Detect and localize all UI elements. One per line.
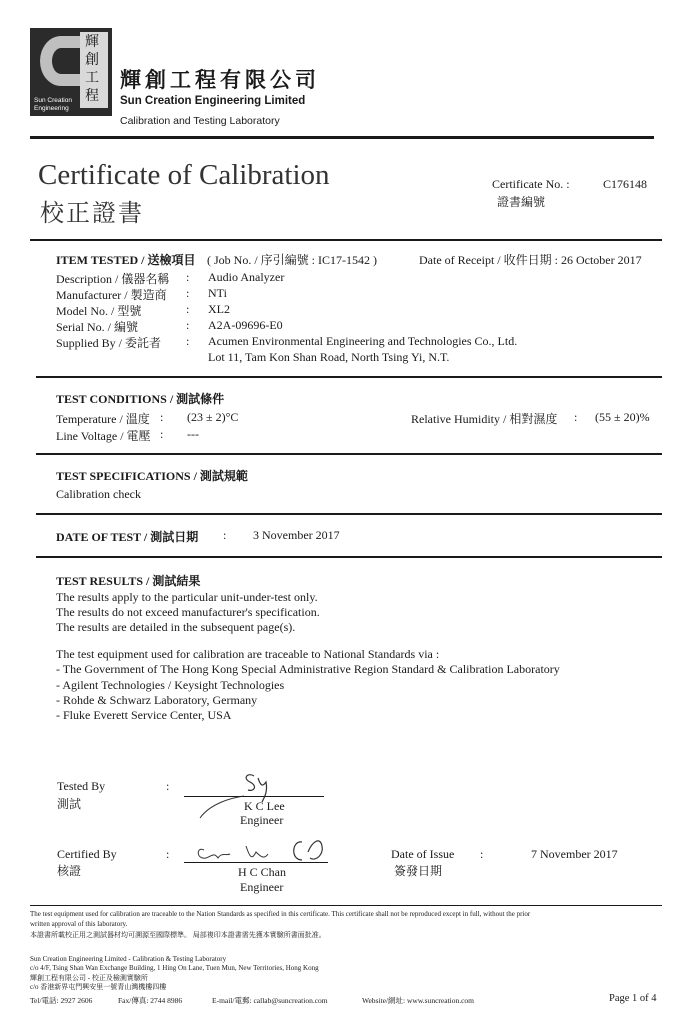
tested-by-signature-line [184,796,324,797]
company-logo [30,28,112,116]
footer-disclaimer-cjk: 本證書所載校正用之測試器材均可溯源至國際標準。 局部複印本證書需先獲本實驗所書面批准。 [30,931,326,939]
tested-by-colon: : [166,779,170,793]
traceable-item: - Fluke Everett Service Center, USA [56,708,232,722]
test-specifications-heading: TEST SPECIFICATIONS / 測試規範 [56,469,248,483]
test-conditions-heading: TEST CONDITIONS / 測試條件 [56,392,225,406]
temperature-label: Temperature / 溫度 [56,412,150,426]
date-of-issue-colon: : [480,847,484,861]
item-rule [36,376,662,378]
traceable-item: - Agilent Technologies / Keysight Technologies [56,678,285,692]
supplied-by-address: Lot 11, Tam Kon Shan Road, North Tsing Yi, N.T. [208,350,450,364]
humidity-value: (55 ± 20)% [595,410,650,424]
tested-by-label: Tested By [57,779,106,793]
item-tested-heading: ITEM TESTED / 送檢項目 [56,253,196,267]
footer-fax: Fax/傳真: 2744 8986 [118,996,183,1005]
result-line-2: The results do not exceed manufacturer's specification. [56,605,320,619]
result-line-3: The results are detailed in the subsequent page(s). [56,620,296,634]
certificate-no-label: Certificate No. : [492,177,570,191]
footer-website: Website/網址: www.suncreation.com [362,996,475,1005]
tested-by-title: Engineer [240,813,284,827]
serial-value: A2A-09696-E0 [208,318,283,332]
page-number: Page 1 of 4 [609,993,657,1004]
model-value: XL2 [208,302,230,316]
supplied-by-colon: : [186,334,190,348]
logo-c-mark [40,36,82,86]
footer-address-line: Sun Creation Engineering Limited - Calibration & Testing Laboratory [30,955,227,963]
certified-by-label: Certified By [57,847,117,861]
humidity-label: Relative Humidity / 相對濕度 [411,412,558,426]
manufacturer-label: Manufacturer / 製造商 [56,288,167,302]
company-name-cjk: 輝創工程有限公司 [120,69,320,92]
company-name-en: Sun Creation Engineering Limited [120,95,306,107]
description-label: Description / 儀器名稱 [56,272,170,286]
humidity-colon: : [574,410,578,424]
spec-rule [36,513,662,515]
traceable-item: - The Government of The Hong Kong Special Administrative Region Standard & Calibration Laboratory [56,662,560,676]
date-of-issue-label-cjk: 簽發日期 [394,864,443,878]
footer-address-line: c/o 4/F, Tsing Shan Wan Exchange Building, 1 Hing On Lane, Tuen Mun, New Territories, Hong Kong [30,964,319,972]
logo-cjk-text: 輝創工程 [85,35,99,104]
voltage-label: Line Voltage / 電壓 [56,429,151,443]
voltage-colon: : [160,427,164,441]
job-no: ( Job No. / 序引編號 : IC17-1542 ) [207,253,377,267]
certified-by-label-cjk: 核證 [57,864,82,878]
date-of-issue-label: Date of Issue [391,847,455,861]
certificate-no-label-cjk: 證書編號 [497,195,546,209]
certificate-title-cjk: 校正證書 [40,201,144,227]
manufacturer-colon: : [186,286,190,300]
model-label: Model No. / 型號 [56,304,142,318]
logo-en-text: Sun Creation Engineering [34,97,72,112]
footer-address-line: c/o 香港新界屯門興安里一號青山灣機樓四樓 [30,983,167,991]
footer-address-line: 輝創工程有限公司 - 校正及檢測實驗所 [30,974,148,982]
test-results-heading: TEST RESULTS / 測試結果 [56,574,201,588]
certified-by-name: H C Chan [238,865,286,879]
supplied-by-label: Supplied By / 委託者 [56,336,162,350]
tested-by-name: K C Lee [244,799,285,813]
title-rule [30,239,662,241]
date-of-issue-value: 7 November 2017 [531,847,618,861]
footer-email: E-mail/電郵: callab@suncreation.com [212,996,328,1005]
footer-disclaimer-en: The test equipment used for calibration are traceable to the Nation Standards as specified in this certificate. This certificate shall not be reproduced except in full, without the prior [30,910,531,918]
footer-disclaimer-en-2: written approval of this laboratory. [30,920,128,928]
footer-tel: Tel/電話: 2927 2606 [30,996,93,1005]
traceable-item: - Rohde & Schwarz Laboratory, Germany [56,693,258,707]
certified-by-title: Engineer [240,880,284,894]
header-rule [30,136,654,139]
footer-rule [30,905,662,906]
date-of-receipt: Date of Receipt / 收件日期 : 26 October 2017 [419,253,642,267]
conditions-rule [36,453,662,455]
voltage-value: --- [187,427,199,441]
date-of-test-colon: : [223,528,227,542]
certified-by-colon: : [166,847,170,861]
certificate-no-value: C176148 [603,177,648,191]
result-line-1: The results apply to the particular unit-under-test only. [56,590,318,604]
lab-name: Calibration and Testing Laboratory [120,115,280,127]
description-colon: : [186,270,190,284]
temperature-value: (23 ± 2)°C [187,410,239,424]
serial-colon: : [186,318,190,332]
description-value: Audio Analyzer [208,270,285,284]
supplied-by-value: Acumen Environmental Engineering and Technologies Co., Ltd. [208,334,518,348]
date-rule [36,556,662,558]
date-of-test-value: 3 November 2017 [253,528,340,542]
tested-by-label-cjk: 測試 [57,797,82,811]
model-colon: : [186,302,190,316]
serial-label: Serial No. / 編號 [56,320,138,334]
temperature-colon: : [160,410,164,424]
manufacturer-value: NTi [208,286,227,300]
test-specifications-text: Calibration check [56,487,141,501]
certified-by-signature-line [184,862,328,863]
certificate-title: Certificate of Calibration [38,159,330,191]
traceable-intro: The test equipment used for calibration are traceable to National Standards via : [56,647,440,661]
date-of-test-label: DATE OF TEST / 測試日期 [56,530,199,544]
